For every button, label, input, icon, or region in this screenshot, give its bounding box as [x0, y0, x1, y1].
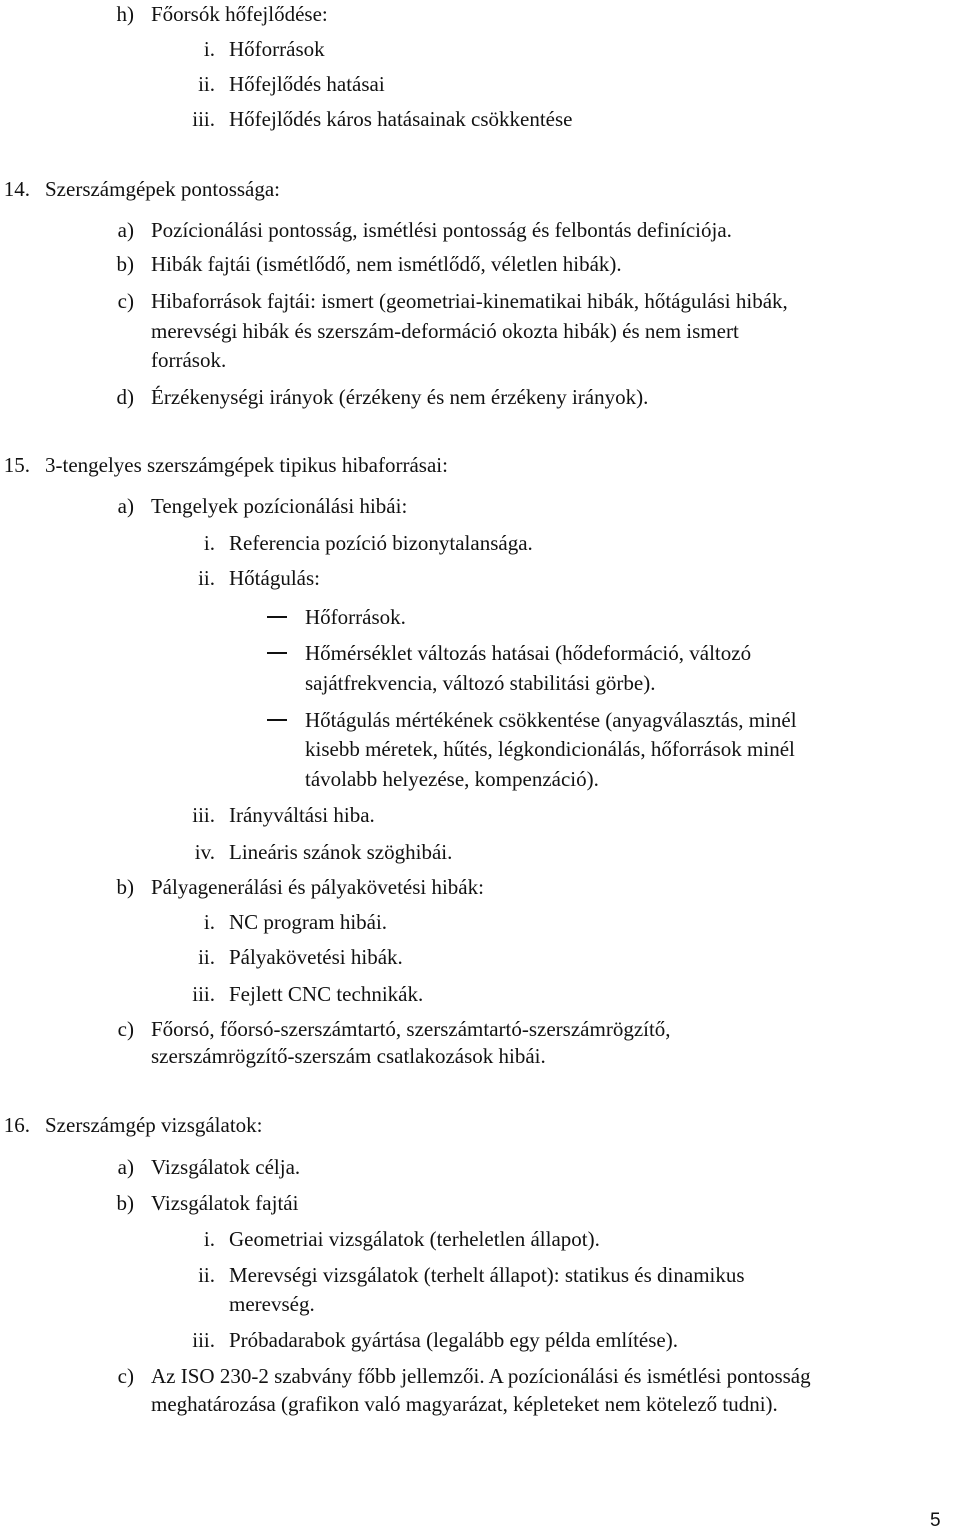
list-item-line: meghatározása (grafikon való magyarázat, képleteket nem kötelező tudni). [151, 1392, 778, 1416]
list-item: Tengelyek pozícionálási hibái: [151, 494, 408, 518]
list-item-line: források. [151, 348, 227, 372]
list-item: Lineáris szánok szöghibái. [229, 840, 453, 864]
list-item-line: merevség. [229, 1292, 315, 1316]
list-item-line: merevségi hibák és szerszám-deformáció okozta hibák) és nem ismert [151, 319, 739, 343]
list-item: Irányváltási hiba. [229, 803, 375, 827]
bullet-line: Hőtágulás mértékének csökkentése (anyagválasztás, minél [305, 708, 797, 732]
list-marker: ii. [198, 945, 215, 969]
bullet-line: Hőmérséklet változás hatásai (hődeformáció, változó [305, 641, 752, 665]
list-item: Hőfejlődés káros hatásainak csökkentése [229, 107, 573, 131]
dash-bullet [267, 719, 287, 721]
list-marker: iii. [192, 107, 215, 131]
list-marker: iii. [192, 1328, 215, 1352]
list-item: Referencia pozíció bizonytalansága. [229, 531, 533, 555]
bullet-line: kisebb méretek, hűtés, légkondicionálás, hőforrások minél [305, 737, 795, 761]
list-marker: b) [116, 252, 134, 276]
dash-bullet [267, 616, 287, 618]
list-marker: iv. [194, 840, 215, 864]
section-number: 16. [3, 1113, 30, 1137]
bullet-line: távolabb helyezése, kompenzáció). [305, 767, 599, 791]
list-item-line: Főorsó, főorsó-szerszámtartó, szerszámtartó-szerszámrögzítő, [151, 1017, 671, 1041]
dash-bullet [267, 652, 287, 654]
list-marker: ii. [198, 1263, 215, 1287]
list-item: Pozícionálási pontosság, ismétlési pontosság és felbontás definíciója. [151, 218, 732, 242]
list-item: Érzékenységi irányok (érzékeny és nem érzékeny irányok). [151, 385, 649, 409]
section-number: 15. [3, 453, 30, 477]
list-item: Pályakövetési hibák. [229, 945, 403, 969]
list-item-line: Hibaforrások fajtái: ismert (geometriai-kinematikai hibák, hőtágulási hibák, [151, 289, 788, 313]
bullet-line: Hőforrások. [305, 605, 406, 629]
list-item-line: Merevségi vizsgálatok (terhelt állapot): statikus és dinamikus [229, 1263, 745, 1287]
section-title: 3-tengelyes szerszámgépek tipikus hibaforrásai: [45, 453, 448, 477]
list-item: Hőtágulás: [229, 566, 320, 590]
list-item: NC program hibái. [229, 910, 388, 934]
list-item: Vizsgálatok célja. [151, 1155, 301, 1179]
list-marker: c) [117, 1364, 134, 1388]
list-marker: b) [116, 875, 134, 899]
page-number: 5 [930, 1510, 941, 1531]
bullet-line: sajátfrekvencia, változó stabilitási görbe). [305, 671, 656, 695]
list-item: Pályagenerálási és pályakövetési hibák: [151, 875, 484, 899]
section-title: Főorsók hőfejlődése: [151, 2, 328, 26]
list-marker: c) [117, 289, 134, 313]
list-item: Vizsgálatok fajtái [151, 1191, 299, 1215]
list-marker: i. [203, 1227, 215, 1251]
list-item: Hőfejlődés hatásai [229, 72, 385, 96]
list-marker: c) [117, 1017, 134, 1041]
section-number: 14. [3, 177, 30, 201]
list-marker: h) [116, 2, 134, 26]
list-item: Hőforrások [229, 37, 325, 61]
list-marker: i. [203, 37, 215, 61]
list-item: Fejlett CNC technikák. [229, 982, 424, 1006]
section-title: Szerszámgépek pontossága: [45, 177, 281, 201]
list-marker: d) [116, 385, 134, 409]
list-item: Próbadarabok gyártása (legalább egy példa említése). [229, 1328, 678, 1352]
list-marker: i. [203, 531, 215, 555]
list-item-line: Az ISO 230-2 szabvány főbb jellemzői. A pozícionálási és ismétlési pontosság [151, 1364, 811, 1388]
list-item-line: szerszámrögzítő-szerszám csatlakozások hibái. [151, 1044, 546, 1068]
list-item: Hibák fajtái (ismétlődő, nem ismétlődő, véletlen hibák). [151, 252, 622, 276]
list-marker: iii. [192, 803, 215, 827]
list-marker: ii. [198, 566, 215, 590]
list-marker: b) [116, 1191, 134, 1215]
list-marker: a) [117, 218, 134, 242]
list-marker: ii. [198, 72, 215, 96]
list-marker: i. [203, 910, 215, 934]
list-marker: a) [117, 1155, 134, 1179]
section-title: Szerszámgép vizsgálatok: [45, 1113, 263, 1137]
list-item: Geometriai vizsgálatok (terheletlen állapot). [229, 1227, 600, 1251]
list-marker: iii. [192, 982, 215, 1006]
list-marker: a) [117, 494, 134, 518]
